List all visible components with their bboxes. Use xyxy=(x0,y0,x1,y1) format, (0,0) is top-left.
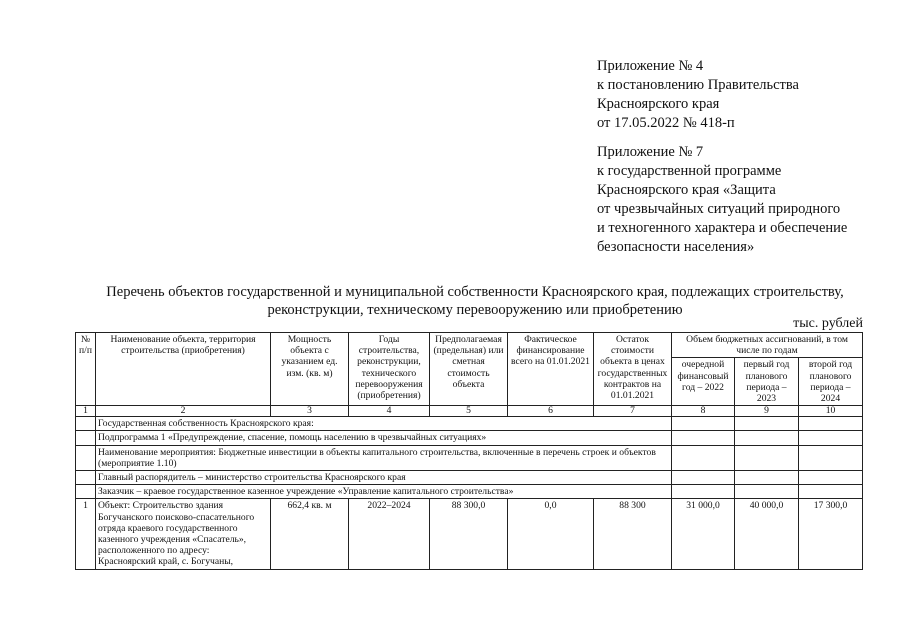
appendix-7-line: и техногенного характера и обеспечение xyxy=(597,220,848,236)
col-number: 3 xyxy=(271,406,349,417)
col-number: 9 xyxy=(735,406,799,417)
row-year-2: 40 000,0 xyxy=(735,499,799,569)
row-remaining: 88 300 xyxy=(594,499,672,569)
appendix-4-line: к постановлению Правительства xyxy=(597,77,799,93)
col-number: 2 xyxy=(96,406,271,417)
objects-table xyxy=(75,332,863,570)
row-est-cost: 88 300,0 xyxy=(430,499,508,569)
row-year-3: 17 300,0 xyxy=(799,499,863,569)
section-row xyxy=(76,417,863,431)
header-year-1: очередной финансовый год – 2022 xyxy=(672,358,735,406)
header-num: № п/п xyxy=(76,333,96,406)
col-number: 6 xyxy=(508,406,594,417)
appendix-7-line: Красноярского края «Защита xyxy=(597,182,776,198)
row-capacity: 662,4 кв. м xyxy=(271,499,349,569)
col-number: 4 xyxy=(349,406,430,417)
header-years: Годы строительства, реконструкции, технического перевооружения (приобретения) xyxy=(349,333,430,406)
row-num: 1 xyxy=(76,499,96,569)
section-row xyxy=(76,471,863,485)
table-row xyxy=(76,499,863,569)
col-number: 10 xyxy=(799,406,863,417)
row-years: 2022–2024 xyxy=(349,499,430,569)
appendix-7-line: к государственной программе xyxy=(597,163,782,179)
header-est-cost: Предполагаемая (предельная) или сметная стоимость объекта xyxy=(430,333,508,406)
appendix-4-line: Приложение № 4 xyxy=(597,58,704,74)
section-text: Главный распорядитель – министерство строительства Красноярского края xyxy=(96,471,672,485)
row-year-1: 31 000,0 xyxy=(672,499,735,569)
section-text: Подпрограмма 1 «Предупреждение, спасение, помощь населению в чрезвычайных ситуациях» xyxy=(96,431,672,445)
section-row xyxy=(76,485,863,499)
appendix-4-line: от 17.05.2022 № 418-п xyxy=(597,115,735,131)
units-label: тыс. рублей xyxy=(793,316,863,331)
title-line-2: реконструкции, техническому перевооружению или приобретению xyxy=(267,302,683,318)
header-row xyxy=(76,333,863,358)
section-text: Заказчик – краевое государственное казенное учреждение «Управление капитального строительства» xyxy=(96,485,672,499)
section-row xyxy=(76,431,863,445)
section-text: Наименование мероприятия: Бюджетные инвестиции в объекты капитального строительства, включенные в перечень строек и объектов (мероприятие 1.10) xyxy=(96,445,672,470)
header-remaining: Остаток стоимости объекта в ценах государственных контрактов на 01.01.2021 xyxy=(594,333,672,406)
column-number-row xyxy=(76,406,863,417)
header-actual: Фактическое финансирование всего на 01.01.2021 xyxy=(508,333,594,406)
appendix-4-line: Красноярского края xyxy=(597,96,720,112)
col-number: 5 xyxy=(430,406,508,417)
title-line-1: Перечень объектов государственной и муниципальной собственности Красноярского края, подлежащих строительству, xyxy=(106,284,844,300)
header-year-2: первый год планового периода – 2023 xyxy=(735,358,799,406)
appendix-7-line: безопасности населения» xyxy=(597,239,755,255)
col-number: 7 xyxy=(594,406,672,417)
section-row xyxy=(76,445,863,470)
document-title xyxy=(60,283,890,319)
header-budget-group: Объем бюджетных ассигнований, в том числе по годам xyxy=(672,333,863,358)
appendix-7-line: от чрезвычайных ситуаций природного xyxy=(597,201,841,217)
col-number: 1 xyxy=(76,406,96,417)
header-year-3: второй год планового периода – 2024 xyxy=(799,358,863,406)
appendix-4-block xyxy=(597,57,799,133)
row-actual: 0,0 xyxy=(508,499,594,569)
appendix-7-block xyxy=(597,143,847,257)
col-number: 8 xyxy=(672,406,735,417)
row-name: Объект: Строительство здания Богучанского поисково-спасательного отряда краевого государственного казенного учреждения «Спасатель», расположенного по адресу: Красноярский край, с. Богучаны, xyxy=(96,499,271,569)
header-capacity: Мощность объекта с указанием ед. изм. (кв. м) xyxy=(271,333,349,406)
appendix-7-line: Приложение № 7 xyxy=(597,144,704,160)
section-text: Государственная собственность Красноярского края: xyxy=(96,417,672,431)
header-name: Наименование объекта, территория строительства (приобретения) xyxy=(96,333,271,406)
